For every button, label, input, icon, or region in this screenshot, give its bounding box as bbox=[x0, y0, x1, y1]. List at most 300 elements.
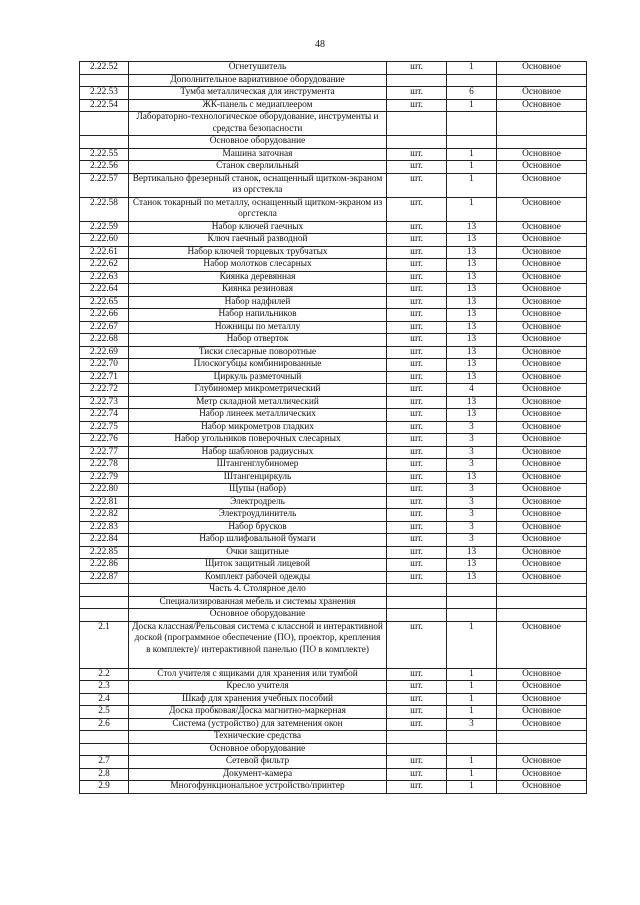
empty-cell bbox=[387, 136, 447, 149]
item-name-cell: Ножницы по металлу bbox=[129, 321, 387, 334]
table-row bbox=[80, 173, 587, 197]
item-number-cell: 2.22.64 bbox=[80, 284, 129, 297]
quantity-cell: 1 bbox=[447, 621, 497, 668]
page-number: 48 bbox=[315, 39, 325, 50]
item-number-cell: 2.22.75 bbox=[80, 421, 129, 434]
section-title-cell: Дополнительное вариативное оборудование bbox=[129, 74, 387, 87]
unit-cell: шт. bbox=[387, 259, 447, 272]
item-number-cell: 2.22.85 bbox=[80, 546, 129, 559]
unit-cell: шт. bbox=[387, 234, 447, 247]
unit-cell: шт. bbox=[387, 434, 447, 447]
item-number-cell: 2.5 bbox=[80, 706, 129, 719]
equipment-type-cell: Основное bbox=[497, 359, 587, 372]
quantity-cell: 3 bbox=[447, 421, 497, 434]
equipment-type-cell: Основное bbox=[497, 148, 587, 161]
quantity-cell: 4 bbox=[447, 384, 497, 397]
quantity-cell: 1 bbox=[447, 99, 497, 112]
item-number-cell: 2.22.66 bbox=[80, 309, 129, 322]
item-name-cell: Система (устройство) для затемнения окон bbox=[129, 718, 387, 731]
table-row bbox=[80, 99, 587, 112]
unit-cell: шт. bbox=[387, 459, 447, 472]
quantity-cell: 6 bbox=[447, 87, 497, 100]
item-number-cell: 2.22.55 bbox=[80, 148, 129, 161]
item-number-cell: 2.9 bbox=[80, 781, 129, 794]
quantity-cell: 3 bbox=[447, 459, 497, 472]
item-number-cell: 2.22.82 bbox=[80, 509, 129, 522]
item-number-cell: 2.22.74 bbox=[80, 409, 129, 422]
empty-cell bbox=[387, 596, 447, 609]
quantity-cell: 1 bbox=[447, 706, 497, 719]
equipment-type-cell: Основное bbox=[497, 768, 587, 781]
unit-cell: шт. bbox=[387, 197, 447, 221]
equipment-type-cell: Основное bbox=[497, 221, 587, 234]
item-number-cell: 2.22.59 bbox=[80, 221, 129, 234]
quantity-cell: 1 bbox=[447, 668, 497, 681]
item-number-cell: 2.22.63 bbox=[80, 271, 129, 284]
item-name-cell: Глубиномер микрометрический bbox=[129, 384, 387, 397]
quantity-cell: 13 bbox=[447, 409, 497, 422]
equipment-type-cell: Основное bbox=[497, 668, 587, 681]
item-number-cell: 2.22.78 bbox=[80, 459, 129, 472]
item-number-cell: 2.22.73 bbox=[80, 396, 129, 409]
empty-cell bbox=[447, 136, 497, 149]
quantity-cell: 13 bbox=[447, 334, 497, 347]
item-name-cell: Ключ гаечный разводной bbox=[129, 234, 387, 247]
unit-cell: шт. bbox=[387, 148, 447, 161]
unit-cell: шт. bbox=[387, 346, 447, 359]
quantity-cell: 13 bbox=[447, 271, 497, 284]
quantity-cell: 1 bbox=[447, 197, 497, 221]
table-row bbox=[80, 148, 587, 161]
item-name-cell: Щиток защитный лицевой bbox=[129, 559, 387, 572]
empty-cell bbox=[497, 743, 587, 756]
item-name-cell: Электроудлинитель bbox=[129, 509, 387, 522]
equipment-type-cell: Основное bbox=[497, 271, 587, 284]
item-number-cell: 2.22.87 bbox=[80, 571, 129, 584]
item-number-cell: 2.22.60 bbox=[80, 234, 129, 247]
empty-cell bbox=[497, 112, 587, 136]
equipment-type-cell: Основное bbox=[497, 296, 587, 309]
empty-cell bbox=[447, 584, 497, 597]
unit-cell: шт. bbox=[387, 768, 447, 781]
equipment-type-cell: Основное bbox=[497, 62, 587, 75]
unit-cell: шт. bbox=[387, 484, 447, 497]
table-row bbox=[80, 509, 587, 522]
item-name-cell: ЖК-панель с медиаплеером bbox=[129, 99, 387, 112]
quantity-cell: 1 bbox=[447, 173, 497, 197]
quantity-cell: 3 bbox=[447, 434, 497, 447]
equipment-type-cell: Основное bbox=[497, 781, 587, 794]
item-number-cell: 2.22.81 bbox=[80, 496, 129, 509]
table-row bbox=[80, 756, 587, 769]
unit-cell: шт. bbox=[387, 271, 447, 284]
item-number-cell: 2.22.62 bbox=[80, 259, 129, 272]
unit-cell: шт. bbox=[387, 221, 447, 234]
equipment-type-cell: Основное bbox=[497, 621, 587, 668]
empty-cell bbox=[447, 74, 497, 87]
equipment-type-cell: Основное bbox=[497, 173, 587, 197]
item-number-cell: 2.2 bbox=[80, 668, 129, 681]
section-title-cell: Лабораторно-технологическое оборудование, инструменты и средства безопасности bbox=[129, 112, 387, 136]
unit-cell: шт. bbox=[387, 718, 447, 731]
equipment-type-cell: Основное bbox=[497, 509, 587, 522]
quantity-cell: 13 bbox=[447, 234, 497, 247]
item-number-cell: 2.4 bbox=[80, 693, 129, 706]
item-name-cell: Набор отверток bbox=[129, 334, 387, 347]
unit-cell: шт. bbox=[387, 173, 447, 197]
quantity-cell: 13 bbox=[447, 246, 497, 259]
item-name-cell: Набор микрометров гладких bbox=[129, 421, 387, 434]
equipment-type-cell: Основное bbox=[497, 259, 587, 272]
empty-cell bbox=[387, 609, 447, 622]
item-name-cell: Штангенглубиномер bbox=[129, 459, 387, 472]
quantity-cell: 3 bbox=[447, 446, 497, 459]
item-name-cell: Набор линеек металлических bbox=[129, 409, 387, 422]
table-row bbox=[80, 471, 587, 484]
equipment-type-cell: Основное bbox=[497, 681, 587, 694]
table-row bbox=[80, 62, 587, 75]
section-row bbox=[80, 74, 587, 87]
quantity-cell: 13 bbox=[447, 559, 497, 572]
item-name-cell: Набор надфилей bbox=[129, 296, 387, 309]
quantity-cell: 1 bbox=[447, 681, 497, 694]
item-number-cell: 2.3 bbox=[80, 681, 129, 694]
quantity-cell: 13 bbox=[447, 571, 497, 584]
item-number-cell: 2.22.71 bbox=[80, 371, 129, 384]
table-row bbox=[80, 296, 587, 309]
item-name-cell: Очки защитные bbox=[129, 546, 387, 559]
equipment-type-cell: Основное bbox=[497, 409, 587, 422]
table-row bbox=[80, 284, 587, 297]
empty-cell bbox=[497, 596, 587, 609]
item-number-cell: 2.22.76 bbox=[80, 434, 129, 447]
quantity-cell: 1 bbox=[447, 756, 497, 769]
unit-cell: шт. bbox=[387, 246, 447, 259]
equipment-type-cell: Основное bbox=[497, 434, 587, 447]
unit-cell: шт. bbox=[387, 309, 447, 322]
section-title-cell: Специализированная мебель и системы хранения bbox=[129, 596, 387, 609]
equipment-type-cell: Основное bbox=[497, 99, 587, 112]
item-name-cell: Набор шлифовальной бумаги bbox=[129, 534, 387, 547]
unit-cell: шт. bbox=[387, 161, 447, 174]
item-name-cell: Набор ключей торцевых трубчатых bbox=[129, 246, 387, 259]
equipment-type-cell: Основное bbox=[497, 459, 587, 472]
empty-cell bbox=[497, 74, 587, 87]
empty-cell bbox=[80, 731, 129, 744]
quantity-cell: 13 bbox=[447, 346, 497, 359]
item-name-cell: Набор ключей гаечных bbox=[129, 221, 387, 234]
item-name-cell: Огнетушитель bbox=[129, 62, 387, 75]
table-row bbox=[80, 521, 587, 534]
quantity-cell: 1 bbox=[447, 781, 497, 794]
item-number-cell: 2.22.52 bbox=[80, 62, 129, 75]
item-number-cell: 2.22.77 bbox=[80, 446, 129, 459]
item-name-cell: Набор брусков bbox=[129, 521, 387, 534]
equipment-type-cell: Основное bbox=[497, 546, 587, 559]
equipment-type-cell: Основное bbox=[497, 161, 587, 174]
item-number-cell: 2.7 bbox=[80, 756, 129, 769]
item-name-cell: Плоскогубцы комбинированные bbox=[129, 359, 387, 372]
quantity-cell: 3 bbox=[447, 718, 497, 731]
equipment-table-body bbox=[80, 62, 587, 794]
equipment-type-cell: Основное bbox=[497, 346, 587, 359]
table-row bbox=[80, 693, 587, 706]
table-row bbox=[80, 459, 587, 472]
empty-cell bbox=[447, 596, 497, 609]
item-name-cell: Станок токарный по металлу, оснащенный щитком-экраном из оргстекла bbox=[129, 197, 387, 221]
table-row bbox=[80, 271, 587, 284]
empty-cell bbox=[387, 743, 447, 756]
table-row bbox=[80, 384, 587, 397]
table-row bbox=[80, 571, 587, 584]
empty-cell bbox=[447, 731, 497, 744]
quantity-cell: 13 bbox=[447, 359, 497, 372]
unit-cell: шт. bbox=[387, 409, 447, 422]
unit-cell: шт. bbox=[387, 359, 447, 372]
quantity-cell: 3 bbox=[447, 509, 497, 522]
empty-cell bbox=[447, 609, 497, 622]
quantity-cell: 1 bbox=[447, 148, 497, 161]
item-name-cell: Тиски слесарные поворотные bbox=[129, 346, 387, 359]
quantity-cell: 13 bbox=[447, 371, 497, 384]
table-row bbox=[80, 496, 587, 509]
quantity-cell: 13 bbox=[447, 259, 497, 272]
item-name-cell: Сетевой фильтр bbox=[129, 756, 387, 769]
item-number-cell: 2.22.58 bbox=[80, 197, 129, 221]
table-row bbox=[80, 396, 587, 409]
equipment-type-cell: Основное bbox=[497, 334, 587, 347]
quantity-cell: 13 bbox=[447, 309, 497, 322]
item-number-cell: 2.22.53 bbox=[80, 87, 129, 100]
quantity-cell: 3 bbox=[447, 534, 497, 547]
table-row bbox=[80, 161, 587, 174]
item-number-cell: 2.22.79 bbox=[80, 471, 129, 484]
item-number-cell: 2.22.56 bbox=[80, 161, 129, 174]
item-number-cell: 2.6 bbox=[80, 718, 129, 731]
quantity-cell: 13 bbox=[447, 221, 497, 234]
table-row bbox=[80, 334, 587, 347]
item-name-cell: Станок сверлильный bbox=[129, 161, 387, 174]
item-name-cell: Стол учителя с ящиками для хранения или тумбой bbox=[129, 668, 387, 681]
quantity-cell: 13 bbox=[447, 396, 497, 409]
section-row bbox=[80, 136, 587, 149]
equipment-type-cell: Основное bbox=[497, 309, 587, 322]
unit-cell: шт. bbox=[387, 781, 447, 794]
table-row bbox=[80, 434, 587, 447]
item-name-cell: Щупы (набор) bbox=[129, 484, 387, 497]
item-number-cell: 2.1 bbox=[80, 621, 129, 668]
table-row bbox=[80, 706, 587, 719]
unit-cell: шт. bbox=[387, 421, 447, 434]
quantity-cell: 13 bbox=[447, 284, 497, 297]
unit-cell: шт. bbox=[387, 471, 447, 484]
item-name-cell: Машина заточная bbox=[129, 148, 387, 161]
equipment-type-cell: Основное bbox=[497, 521, 587, 534]
empty-cell bbox=[387, 74, 447, 87]
quantity-cell: 13 bbox=[447, 296, 497, 309]
equipment-type-cell: Основное bbox=[497, 234, 587, 247]
item-number-cell: 2.22.65 bbox=[80, 296, 129, 309]
table-row bbox=[80, 768, 587, 781]
equipment-type-cell: Основное bbox=[497, 284, 587, 297]
empty-cell bbox=[80, 112, 129, 136]
unit-cell: шт. bbox=[387, 284, 447, 297]
equipment-type-cell: Основное bbox=[497, 571, 587, 584]
section-row bbox=[80, 584, 587, 597]
table-row bbox=[80, 484, 587, 497]
item-name-cell: Набор молотков слесарных bbox=[129, 259, 387, 272]
equipment-type-cell: Основное bbox=[497, 484, 587, 497]
empty-cell bbox=[447, 112, 497, 136]
unit-cell: шт. bbox=[387, 693, 447, 706]
item-name-cell: Вертикально фрезерный станок, оснащенный щитком-экраном из оргстекла bbox=[129, 173, 387, 197]
unit-cell: шт. bbox=[387, 62, 447, 75]
equipment-table bbox=[79, 61, 587, 794]
empty-cell bbox=[80, 743, 129, 756]
empty-cell bbox=[80, 136, 129, 149]
unit-cell: шт. bbox=[387, 384, 447, 397]
equipment-type-cell: Основное bbox=[497, 534, 587, 547]
item-number-cell: 2.22.54 bbox=[80, 99, 129, 112]
section-title-cell: Основное оборудование bbox=[129, 743, 387, 756]
quantity-cell: 1 bbox=[447, 768, 497, 781]
item-name-cell: Комплект рабочей одежды bbox=[129, 571, 387, 584]
item-name-cell: Набор угольников поверочных слесарных bbox=[129, 434, 387, 447]
empty-cell bbox=[80, 596, 129, 609]
item-number-cell: 2.22.84 bbox=[80, 534, 129, 547]
table-row bbox=[80, 668, 587, 681]
unit-cell: шт. bbox=[387, 521, 447, 534]
unit-cell: шт. bbox=[387, 681, 447, 694]
unit-cell: шт. bbox=[387, 99, 447, 112]
table-row bbox=[80, 534, 587, 547]
item-number-cell: 2.22.80 bbox=[80, 484, 129, 497]
unit-cell: шт. bbox=[387, 621, 447, 668]
table-row bbox=[80, 409, 587, 422]
unit-cell: шт. bbox=[387, 334, 447, 347]
quantity-cell: 13 bbox=[447, 321, 497, 334]
quantity-cell: 3 bbox=[447, 496, 497, 509]
unit-cell: шт. bbox=[387, 496, 447, 509]
equipment-type-cell: Основное bbox=[497, 421, 587, 434]
item-name-cell: Кресло учителя bbox=[129, 681, 387, 694]
table-row bbox=[80, 559, 587, 572]
item-name-cell: Набор шаблонов радиусных bbox=[129, 446, 387, 459]
equipment-type-cell: Основное bbox=[497, 321, 587, 334]
quantity-cell: 13 bbox=[447, 471, 497, 484]
table-row bbox=[80, 371, 587, 384]
item-name-cell: Тумба металлическая для инструмента bbox=[129, 87, 387, 100]
item-number-cell: 2.22.68 bbox=[80, 334, 129, 347]
unit-cell: шт. bbox=[387, 546, 447, 559]
item-number-cell: 2.8 bbox=[80, 768, 129, 781]
table-row bbox=[80, 197, 587, 221]
section-title-cell: Основное оборудование bbox=[129, 609, 387, 622]
table-row bbox=[80, 246, 587, 259]
empty-cell bbox=[387, 731, 447, 744]
quantity-cell: 1 bbox=[447, 693, 497, 706]
table-row bbox=[80, 321, 587, 334]
equipment-type-cell: Основное bbox=[497, 396, 587, 409]
empty-cell bbox=[80, 74, 129, 87]
item-number-cell: 2.22.86 bbox=[80, 559, 129, 572]
unit-cell: шт. bbox=[387, 559, 447, 572]
empty-cell bbox=[497, 731, 587, 744]
table-row bbox=[80, 546, 587, 559]
quantity-cell: 3 bbox=[447, 484, 497, 497]
unit-cell: шт. bbox=[387, 296, 447, 309]
empty-cell bbox=[497, 136, 587, 149]
unit-cell: шт. bbox=[387, 446, 447, 459]
table-row bbox=[80, 621, 587, 668]
item-number-cell: 2.22.67 bbox=[80, 321, 129, 334]
unit-cell: шт. bbox=[387, 668, 447, 681]
unit-cell: шт. bbox=[387, 321, 447, 334]
empty-cell bbox=[387, 112, 447, 136]
section-row bbox=[80, 743, 587, 756]
section-row bbox=[80, 112, 587, 136]
unit-cell: шт. bbox=[387, 371, 447, 384]
table-row bbox=[80, 781, 587, 794]
quantity-cell: 13 bbox=[447, 546, 497, 559]
item-name-cell: Документ-камера bbox=[129, 768, 387, 781]
unit-cell: шт. bbox=[387, 534, 447, 547]
section-title-cell: Основное оборудование bbox=[129, 136, 387, 149]
item-name-cell: Киянка деревянная bbox=[129, 271, 387, 284]
quantity-cell: 1 bbox=[447, 161, 497, 174]
unit-cell: шт. bbox=[387, 706, 447, 719]
item-name-cell: Киянка резиновая bbox=[129, 284, 387, 297]
section-row bbox=[80, 609, 587, 622]
item-name-cell: Доска пробковая/Доска магнитно-маркерная bbox=[129, 706, 387, 719]
equipment-type-cell: Основное bbox=[497, 496, 587, 509]
section-row bbox=[80, 731, 587, 744]
equipment-type-cell: Основное bbox=[497, 471, 587, 484]
table-row bbox=[80, 446, 587, 459]
quantity-cell: 3 bbox=[447, 521, 497, 534]
equipment-type-cell: Основное bbox=[497, 371, 587, 384]
empty-cell bbox=[497, 584, 587, 597]
empty-cell bbox=[80, 584, 129, 597]
unit-cell: шт. bbox=[387, 571, 447, 584]
equipment-type-cell: Основное bbox=[497, 246, 587, 259]
equipment-type-cell: Основное bbox=[497, 693, 587, 706]
item-name-cell: Доска классная/Рельсовая система с классной и интерактивной доской (программное обеспечение (ПО), проектор, крепления в комплекте)/ интерактивной панелью (ПО в комплекте) bbox=[129, 621, 387, 668]
empty-cell bbox=[497, 609, 587, 622]
item-name-cell: Многофункциональное устройство/принтер bbox=[129, 781, 387, 794]
unit-cell: шт. bbox=[387, 509, 447, 522]
table-row bbox=[80, 259, 587, 272]
item-name-cell: Метр складной металлический bbox=[129, 396, 387, 409]
empty-cell bbox=[80, 609, 129, 622]
empty-cell bbox=[447, 743, 497, 756]
item-name-cell: Электродрель bbox=[129, 496, 387, 509]
table-row bbox=[80, 421, 587, 434]
item-number-cell: 2.22.72 bbox=[80, 384, 129, 397]
unit-cell: шт. bbox=[387, 396, 447, 409]
quantity-cell: 1 bbox=[447, 62, 497, 75]
table-row bbox=[80, 221, 587, 234]
item-name-cell: Набор напильников bbox=[129, 309, 387, 322]
item-name-cell: Циркуль разметочный bbox=[129, 371, 387, 384]
section-title-cell: Часть 4. Столярное дело bbox=[129, 584, 387, 597]
table-row bbox=[80, 681, 587, 694]
equipment-type-cell: Основное bbox=[497, 706, 587, 719]
unit-cell: шт. bbox=[387, 87, 447, 100]
item-number-cell: 2.22.83 bbox=[80, 521, 129, 534]
equipment-type-cell: Основное bbox=[497, 756, 587, 769]
unit-cell: шт. bbox=[387, 756, 447, 769]
